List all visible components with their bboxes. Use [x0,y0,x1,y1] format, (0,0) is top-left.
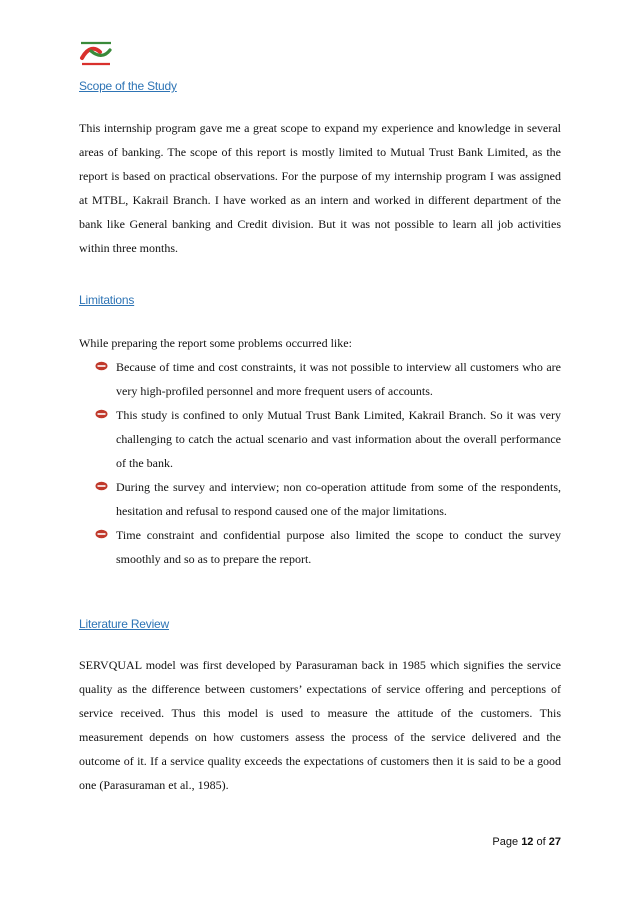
list-item-text: Time constraint and confidential purpose also limited the scope to conduct the survey smoothly and so as to prepare the report. [116,528,561,566]
limitations-heading: Limitations [79,293,135,307]
limitations-intro: While preparing the report some problems occurred like: [79,336,352,350]
red-disc-bullet-icon [95,361,108,371]
page-number [492,836,561,848]
scope-paragraph: This internship program gave me a great scope to expand my experience and knowledge in several areas of banking. The scope of this report is mostly limited to Mutual Trust Bank Limited, as the report is based on practical observations. For the purpose of my internship program I was assigned at MTBL, Kakrail Branch. I have worked as an intern and worked in different department of the bank like General banking and Credit division. But it was not possible to learn all job activities within three months. [79,121,561,255]
scope-heading: Scope of the Study [79,79,177,93]
red-disc-bullet-icon [95,409,108,419]
handshake-logo-icon [79,37,113,69]
page-word: Page [492,836,519,848]
list-item-text: Because of time and cost constraints, it was not possible to interview all customers who are very high-profiled personnel and more frequent users of accounts. [116,360,561,398]
of-word: of [536,836,546,848]
list-item [95,523,561,571]
red-disc-bullet-icon [95,481,108,491]
list-item [95,403,561,475]
list-item-text: This study is confined to only Mutual Trust Bank Limited, Kakrail Branch. So it was very challenging to catch the actual scenario and vast information about the overall performance of the bank. [116,408,561,470]
list-item [95,475,561,523]
list-item-text: During the survey and interview; non co-operation attitude from some of the respondents, hesitation and refusal to respond caused one of the major limitations. [116,480,561,518]
list-item [95,355,561,403]
current-page: 12 [521,836,534,848]
limitations-list [95,355,561,571]
total-pages: 27 [548,836,561,848]
literature-paragraph: SERVQUAL model was first developed by Parasuraman back in 1985 which signifies the service quality as the difference between customers’ expectations of service offering and perceptions of service received. Thus this model is used to measure the attitude of the customers. This measurement depends on how customers assess the process of the service delivered and the outcome of it. If a service quality exceeds the expectations of customers then it is said to be a good one (Parasuraman et al., 1985). [79,658,561,792]
literature-heading: Literature Review [79,617,169,631]
red-disc-bullet-icon [95,529,108,539]
